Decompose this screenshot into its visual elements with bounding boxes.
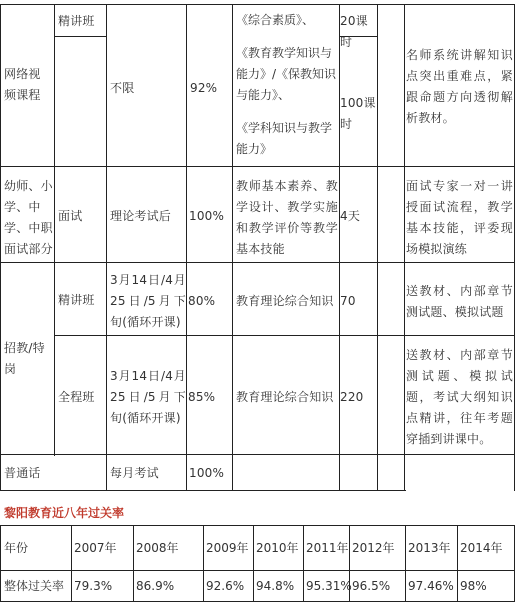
pass-rate-cell: 80% (188, 294, 216, 308)
section-title: 黎阳教育近八年过关率 (4, 506, 125, 520)
hours-cell: 70 (340, 294, 356, 308)
category-cell: 网络视频课程 (4, 67, 41, 102)
pass-rate-cell: 92% (190, 81, 218, 95)
year-cell: 2010年 (256, 541, 299, 555)
notes-cell: 送教材、内部章节测试题、模拟试题，考试大纲知识点精讲，往年考题穿插到讲课中。 (406, 348, 513, 446)
content-line: 《学科知识与教学能力》 (236, 121, 333, 156)
notes-cell: 送教材、内部章节测试题、模拟试题 (406, 284, 513, 319)
year-cell: 2012年 (352, 541, 395, 555)
rate-cell: 96.5% (352, 579, 391, 593)
class-name-cell: 面试 (58, 209, 83, 223)
rate-row-label: 整体过关率 (4, 579, 65, 593)
notes-cell: 名师系统讲解知识点突出重难点，紧跟命题方向透彻解析教材。 (406, 48, 513, 125)
notes-cell: 面试专家一对一讲授面试流程，教学基本技能，评委现场模拟演练 (406, 179, 513, 256)
year-cell: 2014年 (460, 541, 503, 555)
hours-top-cell: 20课时 (340, 14, 368, 49)
content-line: 《综合素质》、 (236, 13, 315, 27)
pass-rate-cell: 85% (188, 390, 216, 404)
rate-cell: 97.46% (408, 579, 454, 593)
rate-cell: 86.9% (136, 579, 175, 593)
class-name-cell: 精讲班 (58, 293, 95, 307)
rate-cell: 92.6% (206, 579, 245, 593)
year-cell: 2013年 (408, 541, 451, 555)
time-cell: 理论考试后 (110, 209, 172, 223)
content-cell: 教育理论综合知识 (236, 390, 334, 404)
hours-cell: 4天 (340, 209, 361, 223)
class-name-cell: 精讲班 (58, 14, 95, 28)
category-cell: 招教/特岗 (4, 341, 45, 376)
time-cell: 3月14日/4月25日/5月下旬(循环开课) (110, 273, 186, 329)
class-name-cell: 全程班 (58, 390, 95, 404)
content-cell: 教育理论综合知识 (236, 294, 334, 308)
time-cell: 每月考试 (110, 466, 159, 480)
time-cell: 不限 (110, 81, 135, 95)
content-line: 《教育教学知识与能力》/《保教知识与能力》、 (236, 46, 337, 102)
pass-rate-cell: 100% (189, 209, 225, 223)
year-cell: 2008年 (136, 541, 179, 555)
category-cell: 普通话 (4, 466, 41, 480)
hours-cell: 100课时 (340, 96, 376, 131)
year-cell: 2007年 (74, 541, 117, 555)
year-cell: 2009年 (206, 541, 249, 555)
rate-cell: 98% (460, 579, 487, 593)
year-header-label: 年份 (4, 541, 29, 555)
rate-cell: 79.3% (74, 579, 113, 593)
content-cell (236, 10, 338, 160)
category-cell: 幼师、小学、中学、中职面试部分 (4, 179, 53, 256)
time-cell: 3月14日/4月25日/5月下旬(循环开课) (110, 369, 186, 425)
content-cell: 教师基本素养、教学设计、教学实施和教学评价等教学基本技能 (236, 179, 338, 256)
year-cell: 2011年 (306, 541, 349, 555)
rate-cell: 94.8% (256, 579, 295, 593)
pass-rate-cell: 100% (189, 466, 225, 480)
rate-cell: 95.31% (306, 579, 352, 593)
hours-cell: 220 (340, 390, 364, 404)
